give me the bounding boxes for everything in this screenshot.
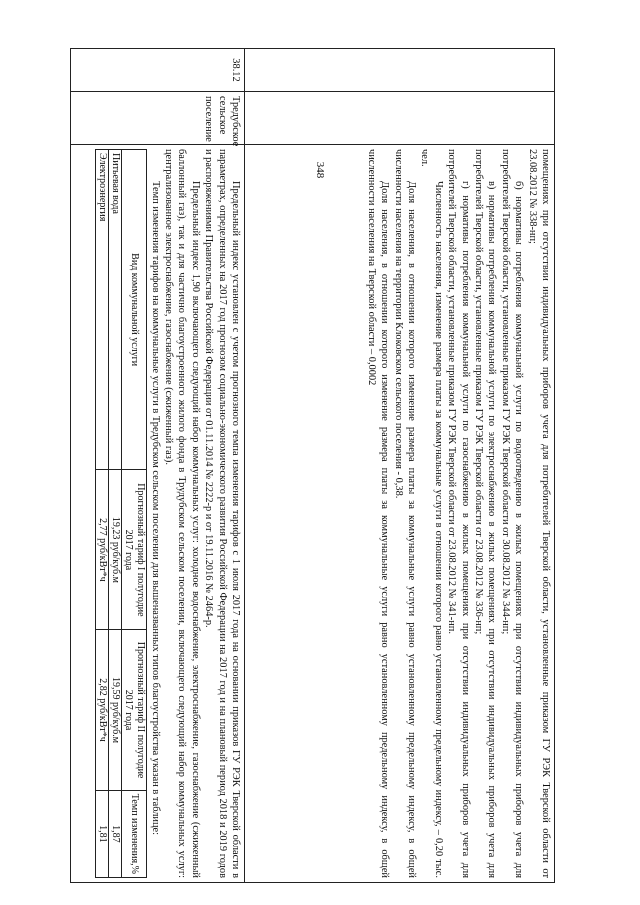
lower-text-cell (71, 145, 245, 883)
tariff-service: Питьевая вода (109, 150, 122, 470)
table-row-settlement (71, 49, 245, 883)
upper-paragraph: Доля населения, в отношении которого изменение размера платы за коммунальные услуги равно установленному предельному индексу, в общей численности населения на Тверской области – 0,0002 (365, 149, 391, 878)
table-row-upper (245, 49, 555, 883)
tariff-value: 19,23 руб/куб.м (109, 470, 122, 630)
tariff-header: Прогнозный тариф II полугодие 2017 года (122, 630, 147, 790)
tariff-row (96, 150, 109, 878)
tariff-rate: 1,87 (109, 790, 122, 877)
settlement-cell-empty (245, 92, 555, 145)
tariff-header: Вид коммунальной услуги (122, 150, 147, 470)
lower-paragraph: Темп изменения тарифов на коммунальные услуги в Тредубском сельском поселении для вышеназванных типов благоустройства указан в таблице: (149, 181, 161, 836)
upper-paragraph: г) нормативы потребления коммунальной услуги по газоснабжению в жилых помещениях при отсутствии индивидуальных приборов учета для потребителей Тверской области, установленные приказом ГУ РЭК Тверской области от 23.08.2012 № 341-нп. (446, 149, 471, 878)
tariff-row (109, 150, 122, 878)
settlement-table (70, 48, 555, 883)
upper-paragraph: в) нормативы потребления коммунальной услуги по электроснабжению в жилых помещениях при отсутствии индивидуальных приборов учета для потребителей Тверской области, установленные приказом ГУ РЭК Тверской области от 23.08.2012 № 336-нп; (472, 149, 498, 878)
tariff-header-row (122, 150, 147, 878)
tariff-header: Прогнозный тариф I полугодие 2017 года (122, 470, 147, 630)
rotated-page-content (70, 48, 555, 883)
lower-paragraph: Предельный индекс 1,90 включающего следующий набор коммунальных услуг: холодное водоснабжение, электроснабжение, газоснабжение (сжиженный баллонный газ), так и для частично благоустроенного жилого фонда в Трудубском сельском поселении, включающего следующий набор коммунальных услуг: централизованное электроснабжение, газоснабжение (сжиженный газ). (162, 149, 201, 878)
upper-paragraph: Доля населения, в отношении которого изменение размера платы за коммунальные услуги равно установленному предельному индексу, в общей численности населения на территории Клоковском сельского поселения - 0,38. (392, 149, 417, 878)
lower-paragraph: Предельный индекс установлен с учетом прогнозного темпа изменения тарифов с 1 июля 2017 года на основании приказов ГУ РЭК Тверской области в параметрах, определенных на 2017 год прогнозом социально-экономического развития Российской Федерации на 2017 год и на плановый период 2018 и 2019 годов и распоряжениями Правительства Российской Федерации от 01.11.2014 № 2222-р и от 19.11.2016 № 2464-р. (203, 149, 241, 878)
row-number: 38.12 (71, 49, 245, 92)
tariff-rate: 1,81 (96, 790, 109, 877)
tariff-value: 19,59 руб/куб.м (109, 630, 122, 790)
row-number-cell-empty (245, 49, 555, 92)
tariff-value: 2,77 руб/кВт*ч (96, 470, 109, 630)
page-number: 348 (314, 161, 326, 179)
upper-paragraph: Численность населения, изменение размера платы за коммунальные услуги в отношении которого равно установленному предельному индексу, – 0,20 тыс. чел. (419, 149, 444, 878)
upper-text-cell (245, 145, 555, 883)
tariff-value: 2,82 руб/кВт*ч (96, 630, 109, 790)
tariff-service: Электроэнергия (96, 150, 109, 470)
settlement-name: Тредубское сельское поселение (71, 92, 245, 145)
upper-paragraph: б) нормативы потребления коммунальной услуги по водоотведению в жилых помещениях при отсутствии индивидуальных приборов учета для потребителей Тверской области, установленные приказом ГУ РЭК Тверской области от 30.08.2012 № 344-нп; (499, 149, 525, 878)
tariff-table (95, 149, 147, 878)
upper-paragraph: помещениях при отсутствии индивидуальных приборов учета для потребителей Тверской области, установленные приказом ГУ РЭК Тверской области от 23.08.2012 № 338-нп; (526, 149, 551, 878)
tariff-header: Темп изменения,% (122, 790, 147, 877)
